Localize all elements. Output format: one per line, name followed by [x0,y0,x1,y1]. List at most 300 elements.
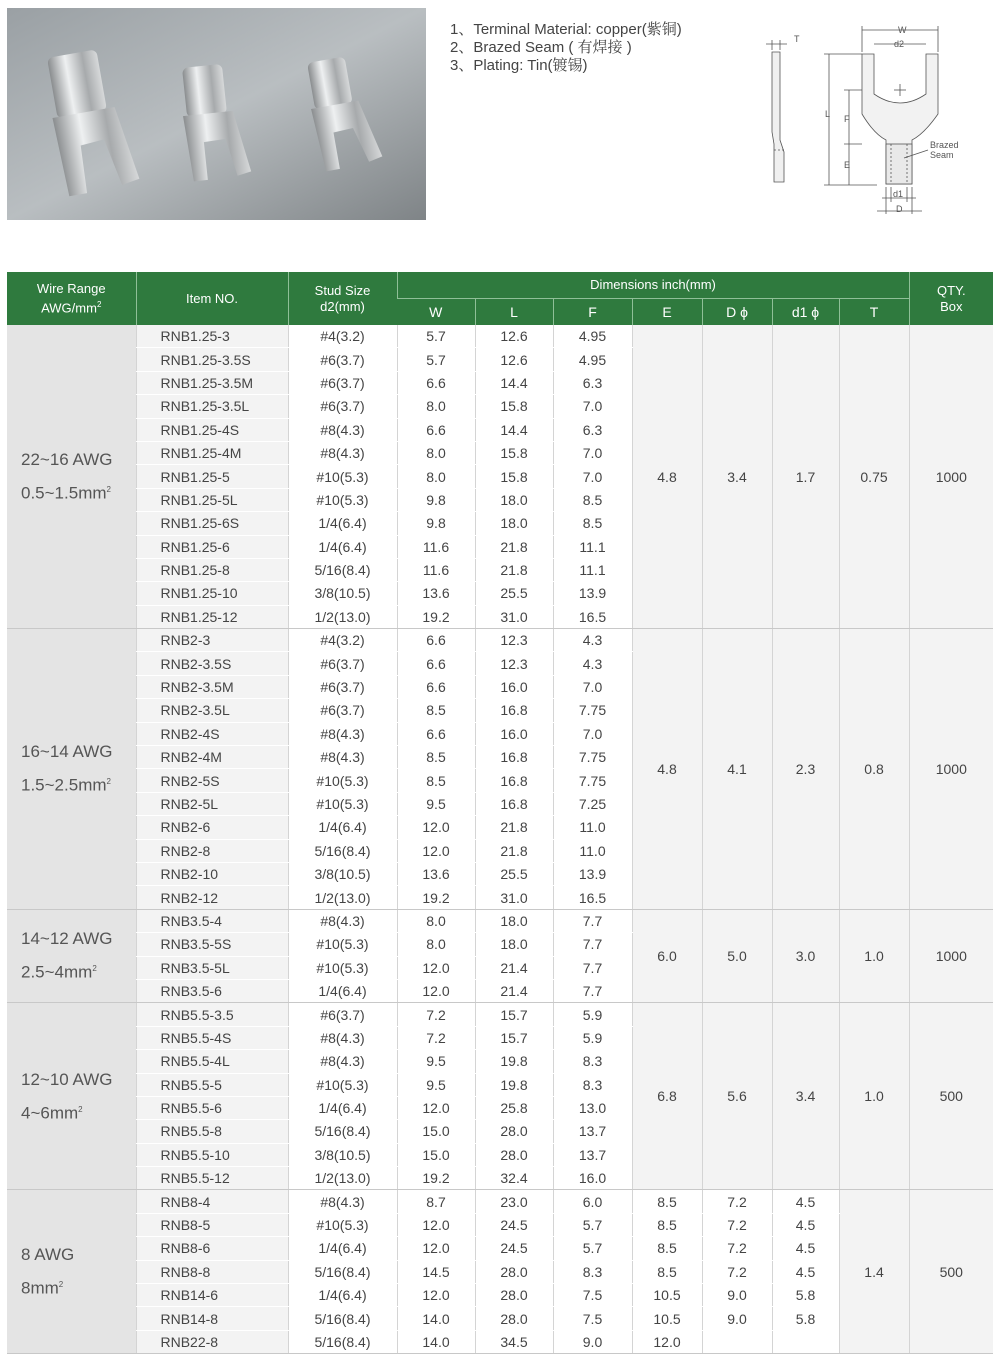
stud-size-cell: 3/8(10.5) [288,862,397,885]
dim-W-cell: 12.0 [397,1096,475,1119]
header-wire-range-line2: AWG/mm [41,300,97,316]
dim-F-cell: 11.1 [553,558,632,581]
label-d1: d1 [893,189,904,199]
item-no-cell: RNB1.25-4S [136,418,288,441]
dim-L-cell: 24.5 [475,1213,553,1236]
dim-L-cell: 21.4 [475,956,553,979]
dim-W-cell: 6.6 [397,675,475,698]
stud-size-cell: 5/16(8.4) [288,839,397,862]
dim-L-cell: 28.0 [475,1307,553,1330]
dim-F-cell: 7.0 [553,395,632,418]
dim-W-cell: 8.0 [397,441,475,464]
item-no-cell: RNB3.5-5L [136,956,288,979]
header-qty [909,272,993,325]
dim-E-cell: 12.0 [632,1330,702,1353]
dim-W-cell: 6.6 [397,722,475,745]
note-brazed-seam: 2、Brazed Seam ( 有焊接 ) [450,39,632,56]
dim-L-cell: 14.4 [475,418,553,441]
dim-W-cell: 8.5 [397,699,475,722]
dim-L-cell: 16.8 [475,699,553,722]
dim-T-cell: 0.8 [839,629,909,910]
dim-L-cell: 21.8 [475,558,553,581]
wire-range-mm: 0.5~1.5mm [21,483,107,503]
item-no-cell: RNB1.25-10 [136,582,288,605]
item-no-cell: RNB2-12 [136,886,288,909]
dim-W-cell: 8.5 [397,769,475,792]
dim-E-cell: 6.0 [632,909,702,1003]
dim-F-cell: 11.1 [553,535,632,558]
dim-W-cell: 14.0 [397,1307,475,1330]
item-no-cell: RNB5.5-8 [136,1120,288,1143]
dim-L-cell: 28.0 [475,1120,553,1143]
item-no-cell: RNB5.5-4L [136,1050,288,1073]
item-no-cell: RNB2-3.5L [136,699,288,722]
item-no-cell: RNB1.25-5 [136,465,288,488]
stud-size-cell: #6(3.7) [288,652,397,675]
dim-W-cell: 8.0 [397,465,475,488]
dim-E-cell: 10.5 [632,1307,702,1330]
header-col-d1: d1 ϕ [772,299,839,326]
dim-F-cell: 5.9 [553,1003,632,1026]
table-row [7,1003,993,1026]
dim-F-cell: 16.5 [553,605,632,628]
dim-T-cell: 0.75 [839,325,909,629]
product-photo [7,8,426,220]
header-wire-range [7,272,136,325]
wire-range-mm-sup: 2 [106,484,111,494]
label-F: F [844,114,850,124]
dim-D-cell: 7.2 [702,1213,772,1236]
dim-L-cell: 28.0 [475,1143,553,1166]
item-no-cell: RNB1.25-4M [136,441,288,464]
stud-size-cell: #8(4.3) [288,1190,397,1213]
dim-F-cell: 8.3 [553,1073,632,1096]
stud-size-cell: 5/16(8.4) [288,1307,397,1330]
label-T: T [794,34,800,44]
dim-F-cell: 7.7 [553,956,632,979]
dim-W-cell: 6.6 [397,629,475,652]
dim-F-cell: 13.9 [553,862,632,885]
stud-size-cell: #6(3.7) [288,348,397,371]
dim-L-cell: 23.0 [475,1190,553,1213]
note-plating: 3、Plating: Tin(镀锡) [450,57,588,74]
label-E: E [844,160,851,170]
stud-size-cell: 1/2(13.0) [288,605,397,628]
stud-size-cell: #8(4.3) [288,1026,397,1049]
dim-F-cell: 8.5 [553,488,632,511]
qty-box-cell: 1000 [909,325,993,629]
dim-W-cell: 15.0 [397,1120,475,1143]
stud-size-cell: #10(5.3) [288,1073,397,1096]
dim-F-cell: 5.9 [553,1026,632,1049]
stud-size-cell: 1/4(6.4) [288,1237,397,1260]
dim-L-cell: 34.5 [475,1330,553,1353]
dim-F-cell: 4.95 [553,348,632,371]
dim-d1-cell: 3.0 [772,909,839,1003]
table-row [7,325,993,348]
stud-size-cell: #8(4.3) [288,1050,397,1073]
dim-F-cell: 8.5 [553,512,632,535]
item-no-cell: RNB2-3 [136,629,288,652]
dim-W-cell: 9.8 [397,512,475,535]
dim-W-cell: 13.6 [397,582,475,605]
qty-box-cell: 1000 [909,629,993,910]
dim-W-cell: 6.6 [397,418,475,441]
stud-size-cell: #10(5.3) [288,488,397,511]
dim-F-cell: 13.7 [553,1143,632,1166]
dim-E-cell: 10.5 [632,1284,702,1307]
spec-table-body [7,325,993,1354]
dim-F-cell: 8.3 [553,1260,632,1283]
stud-size-cell: #6(3.7) [288,699,397,722]
stud-size-cell: 1/4(6.4) [288,535,397,558]
stud-size-cell: #8(4.3) [288,722,397,745]
dim-F-cell: 8.3 [553,1050,632,1073]
dim-F-cell: 7.0 [553,675,632,698]
material-notes [450,21,682,75]
label-d2: d2 [894,39,905,49]
stud-size-cell: #8(4.3) [288,909,397,932]
label-seam: Seam [930,150,954,160]
dim-F-cell: 16.0 [553,1167,632,1190]
item-no-cell: RNB5.5-4S [136,1026,288,1049]
dim-L-cell: 25.5 [475,582,553,605]
stud-size-cell: #4(3.2) [288,325,397,348]
item-no-cell: RNB5.5-12 [136,1167,288,1190]
dim-W-cell: 8.5 [397,746,475,769]
item-no-cell: RNB1.25-12 [136,605,288,628]
dim-d1-cell [772,1330,839,1353]
dim-W-cell: 14.5 [397,1260,475,1283]
stud-size-cell: #10(5.3) [288,792,397,815]
wire-range-awg: 12~10 AWG [21,1069,113,1089]
item-no-cell: RNB8-6 [136,1237,288,1260]
item-no-cell: RNB1.25-3.5L [136,395,288,418]
item-no-cell: RNB14-6 [136,1284,288,1307]
stud-size-cell: 1/4(6.4) [288,512,397,535]
stud-size-cell: #6(3.7) [288,675,397,698]
dim-W-cell: 11.6 [397,558,475,581]
dim-D-cell: 9.0 [702,1284,772,1307]
dim-F-cell: 13.7 [553,1120,632,1143]
dim-L-cell: 25.8 [475,1096,553,1119]
dim-L-cell: 28.0 [475,1260,553,1283]
header-wire-range-sup: 2 [96,299,102,309]
dim-F-cell: 7.75 [553,746,632,769]
dim-W-cell: 8.0 [397,909,475,932]
item-no-cell: RNB8-8 [136,1260,288,1283]
dim-L-cell: 18.0 [475,933,553,956]
item-no-cell: RNB5.5-3.5 [136,1003,288,1026]
dim-F-cell: 4.95 [553,325,632,348]
dim-L-cell: 16.0 [475,722,553,745]
dim-F-cell: 6.0 [553,1190,632,1213]
label-brazed: Brazed [930,140,959,150]
dim-W-cell: 12.0 [397,1237,475,1260]
dim-L-cell: 21.4 [475,979,553,1002]
dim-L-cell: 31.0 [475,886,553,909]
dim-F-cell: 7.0 [553,722,632,745]
item-no-cell: RNB1.25-8 [136,558,288,581]
dim-L-cell: 18.0 [475,909,553,932]
item-no-cell: RNB2-5S [136,769,288,792]
dim-W-cell: 19.2 [397,886,475,909]
dim-D-cell: 4.1 [702,629,772,910]
item-no-cell: RNB3.5-5S [136,933,288,956]
dim-W-cell: 7.2 [397,1003,475,1026]
stud-size-cell: #10(5.3) [288,465,397,488]
dim-L-cell: 15.7 [475,1026,553,1049]
item-no-cell: RNB8-5 [136,1213,288,1236]
dim-D-cell: 5.6 [702,1003,772,1190]
wire-range-mm: 8mm [21,1278,59,1298]
dim-F-cell: 16.5 [553,886,632,909]
stud-size-cell: #10(5.3) [288,933,397,956]
header-col-T: T [839,299,909,326]
dim-F-cell: 7.0 [553,441,632,464]
dim-F-cell: 5.7 [553,1237,632,1260]
header-qty-line1: QTY. [936,282,966,298]
dim-F-cell: 11.0 [553,816,632,839]
item-no-cell: RNB2-6 [136,816,288,839]
dim-L-cell: 15.8 [475,441,553,464]
dim-W-cell: 15.0 [397,1143,475,1166]
stud-size-cell: #8(4.3) [288,746,397,769]
item-no-cell: RNB1.25-3 [136,325,288,348]
dim-W-cell: 5.7 [397,348,475,371]
dim-W-cell: 12.0 [397,1284,475,1307]
dim-L-cell: 31.0 [475,605,553,628]
item-no-cell: RNB5.5-10 [136,1143,288,1166]
stud-size-cell: #10(5.3) [288,956,397,979]
wire-range-awg: 14~12 AWG [21,929,113,949]
dim-F-cell: 4.3 [553,629,632,652]
wire-range-mm: 2.5~4mm [21,962,93,982]
dim-W-cell: 7.2 [397,1026,475,1049]
header-col-W: W [397,299,475,326]
dim-L-cell: 16.8 [475,769,553,792]
dim-T-cell: 1.0 [839,1003,909,1190]
dim-L-cell: 16.8 [475,792,553,815]
dim-L-cell: 16.0 [475,675,553,698]
dim-F-cell: 7.7 [553,979,632,1002]
dim-F-cell: 13.0 [553,1096,632,1119]
dim-F-cell: 7.0 [553,465,632,488]
dim-E-cell: 8.5 [632,1260,702,1283]
wire-range-mm-sup: 2 [58,1279,64,1289]
dim-W-cell: 19.2 [397,1167,475,1190]
dim-T-cell: 1.0 [839,909,909,1003]
spec-table [7,272,993,1354]
dim-F-cell: 13.9 [553,582,632,605]
label-L: L [825,109,831,119]
header-col-D: D ϕ [702,299,772,326]
item-no-cell: RNB2-3.5S [136,652,288,675]
stud-size-cell: 5/16(8.4) [288,1260,397,1283]
header-col-F: F [553,299,632,326]
item-no-cell: RNB1.25-3.5S [136,348,288,371]
wire-range-mm-sup: 2 [92,964,97,974]
dim-E-cell: 4.8 [632,629,702,910]
header-col-E: E [632,299,702,326]
dim-W-cell: 12.0 [397,816,475,839]
dim-E-cell: 8.5 [632,1213,702,1236]
dim-L-cell: 16.8 [475,746,553,769]
dim-F-cell: 6.3 [553,418,632,441]
dim-W-cell: 12.0 [397,1213,475,1236]
dim-L-cell: 32.4 [475,1167,553,1190]
item-no-cell: RNB5.5-6 [136,1096,288,1119]
item-no-cell: RNB3.5-6 [136,979,288,1002]
dim-F-cell: 5.7 [553,1213,632,1236]
stud-size-cell: #4(3.2) [288,629,397,652]
dim-W-cell: 12.0 [397,956,475,979]
dim-L-cell: 14.4 [475,371,553,394]
item-no-cell: RNB5.5-5 [136,1073,288,1096]
header-item-no: Item NO. [136,272,288,325]
dim-L-cell: 21.8 [475,816,553,839]
dim-W-cell: 19.2 [397,605,475,628]
dim-L-cell: 25.5 [475,862,553,885]
dim-W-cell: 11.6 [397,535,475,558]
dim-D-cell: 7.2 [702,1237,772,1260]
dim-D-cell [702,1330,772,1353]
stud-size-cell: #6(3.7) [288,395,397,418]
stud-size-cell: #8(4.3) [288,441,397,464]
wire-range-mm-sup: 2 [106,777,111,787]
dim-L-cell: 21.8 [475,839,553,862]
technical-drawing [752,22,982,218]
dim-L-cell: 15.8 [475,465,553,488]
stud-size-cell: 5/16(8.4) [288,558,397,581]
dim-W-cell: 8.7 [397,1190,475,1213]
stud-size-cell: 5/16(8.4) [288,1120,397,1143]
stud-size-cell: #10(5.3) [288,1213,397,1236]
dim-W-cell: 6.6 [397,371,475,394]
header-qty-line2: Box [940,298,963,314]
dim-W-cell: 14.0 [397,1330,475,1353]
wire-range-cell [7,1190,136,1354]
stud-size-cell: 5/16(8.4) [288,1330,397,1353]
note-material: 1、Terminal Material: copper(紫铜) [450,21,682,38]
qty-box-cell: 1000 [909,909,993,1003]
table-row [7,1190,993,1213]
wire-range-mm-sup: 2 [78,1104,83,1114]
stud-size-cell: #10(5.3) [288,769,397,792]
dim-D-cell: 7.2 [702,1190,772,1213]
dim-T-cell: 1.4 [839,1190,909,1354]
stud-size-cell: 1/4(6.4) [288,1284,397,1307]
item-no-cell: RNB1.25-6 [136,535,288,558]
dim-F-cell: 4.3 [553,652,632,675]
table-row [7,909,993,932]
dim-D-cell: 9.0 [702,1307,772,1330]
dim-F-cell: 7.75 [553,699,632,722]
dim-d1-cell: 4.5 [772,1237,839,1260]
stud-size-cell: 3/8(10.5) [288,582,397,605]
dim-d1-cell: 3.4 [772,1003,839,1190]
dim-W-cell: 8.0 [397,933,475,956]
dim-F-cell: 7.5 [553,1284,632,1307]
dim-W-cell: 5.7 [397,325,475,348]
dim-W-cell: 9.5 [397,1050,475,1073]
dim-d1-cell: 4.5 [772,1260,839,1283]
dim-D-cell: 7.2 [702,1260,772,1283]
wire-range-awg: 16~14 AWG [21,742,113,762]
dim-L-cell: 12.3 [475,652,553,675]
label-W: W [898,25,907,35]
header-col-L: L [475,299,553,326]
dim-L-cell: 12.3 [475,629,553,652]
table-row [7,629,993,652]
dim-d1-cell: 4.5 [772,1213,839,1236]
item-no-cell: RNB2-4M [136,746,288,769]
dim-d1-cell: 2.3 [772,629,839,910]
item-no-cell: RNB2-3.5M [136,675,288,698]
item-no-cell: RNB2-8 [136,839,288,862]
wire-range-cell [7,1003,136,1190]
dim-d1-cell: 5.8 [772,1284,839,1307]
item-no-cell: RNB1.25-5L [136,488,288,511]
dim-L-cell: 12.6 [475,348,553,371]
header-wire-range-line1: Wire Range [36,280,106,296]
dim-D-cell: 5.0 [702,909,772,1003]
dim-W-cell: 12.0 [397,839,475,862]
qty-box-cell: 500 [909,1190,993,1354]
dim-d1-cell: 1.7 [772,325,839,629]
item-no-cell: RNB1.25-6S [136,512,288,535]
dim-L-cell: 12.6 [475,325,553,348]
dim-F-cell: 7.25 [553,792,632,815]
qty-box-cell: 500 [909,1003,993,1190]
dim-E-cell: 4.8 [632,325,702,629]
dim-L-cell: 21.8 [475,535,553,558]
item-no-cell: RNB3.5-4 [136,909,288,932]
dim-W-cell: 6.6 [397,652,475,675]
stud-size-cell: 1/4(6.4) [288,979,397,1002]
dim-L-cell: 19.8 [475,1073,553,1096]
dim-L-cell: 24.5 [475,1237,553,1260]
dim-L-cell: 19.8 [475,1050,553,1073]
stud-size-cell: #8(4.3) [288,418,397,441]
dim-F-cell: 7.5 [553,1307,632,1330]
wire-range-cell [7,909,136,1003]
stud-size-cell: 3/8(10.5) [288,1143,397,1166]
dim-F-cell: 11.0 [553,839,632,862]
wire-range-mm: 4~6mm [21,1103,79,1123]
dim-F-cell: 7.7 [553,933,632,956]
dim-L-cell: 15.8 [475,395,553,418]
item-no-cell: RNB22-8 [136,1330,288,1353]
stud-size-cell: #6(3.7) [288,1003,397,1026]
header-stud-line1: Stud Size [314,282,371,298]
dim-W-cell: 13.6 [397,862,475,885]
dim-L-cell: 18.0 [475,488,553,511]
stud-size-cell: 1/2(13.0) [288,886,397,909]
item-no-cell: RNB2-5L [136,792,288,815]
stud-size-cell: 1/4(6.4) [288,816,397,839]
stud-size-cell: 1/4(6.4) [288,1096,397,1119]
dim-W-cell: 8.0 [397,395,475,418]
item-no-cell: RNB2-10 [136,862,288,885]
dim-E-cell: 8.5 [632,1237,702,1260]
dim-E-cell: 8.5 [632,1190,702,1213]
wire-range-cell [7,325,136,629]
dim-L-cell: 15.7 [475,1003,553,1026]
dim-d1-cell: 4.5 [772,1190,839,1213]
wire-range-awg: 22~16 AWG [21,449,113,469]
dim-W-cell: 9.8 [397,488,475,511]
